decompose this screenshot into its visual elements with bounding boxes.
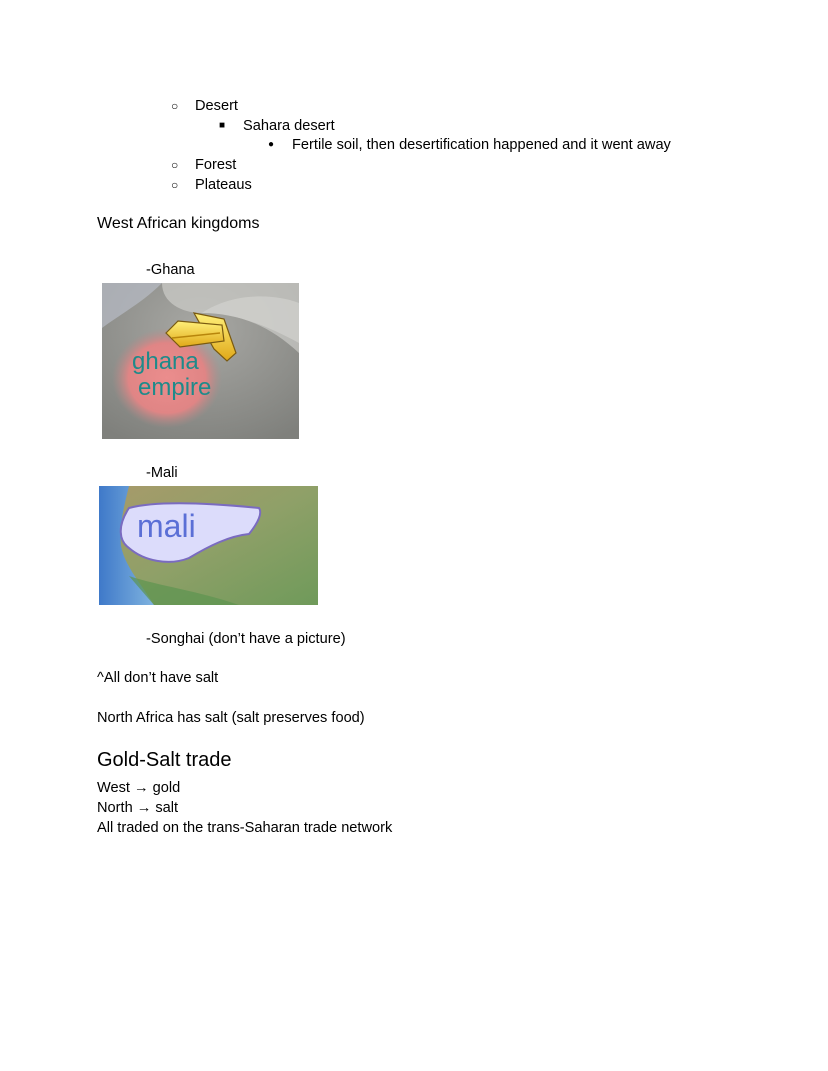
ghana-label: -Ghana — [146, 262, 195, 278]
note-north-africa-salt: North Africa has salt (salt preserves food) — [97, 710, 365, 726]
list-item-desert: Desert — [195, 98, 238, 114]
mali-label: -Mali — [146, 465, 178, 481]
filled-circle-bullet-icon: ● — [268, 139, 275, 150]
svg-text:empire: empire — [138, 374, 212, 401]
trade-line-west: West → gold — [97, 780, 181, 796]
mali-map-image — [99, 486, 318, 605]
ghana-map-image — [102, 283, 299, 439]
note-no-salt: ^All don’t have salt — [97, 670, 219, 686]
hollow-circle-bullet-icon: ○ — [171, 158, 179, 172]
heading-gold-salt-trade: Gold-Salt trade — [97, 749, 232, 771]
list-item-plateaus: Plateaus — [195, 177, 252, 193]
list-item-fertile-soil: Fertile soil, then desertification happened and it went away — [292, 137, 671, 153]
section-title-west-african-kingdoms: West African kingdoms — [97, 215, 260, 232]
square-bullet-icon: ■ — [219, 120, 226, 131]
list-item-sahara-desert: Sahara desert — [243, 118, 335, 134]
trade-line-network: All traded on the trans-Saharan trade network — [97, 820, 393, 836]
svg-text:ghana: ghana — [132, 348, 199, 375]
list-item-forest: Forest — [195, 157, 237, 173]
songhai-label: -Songhai (don’t have a picture) — [146, 631, 346, 647]
hollow-circle-bullet-icon: ○ — [171, 178, 179, 192]
trade-line-north: North → salt — [97, 800, 179, 816]
hollow-circle-bullet-icon: ○ — [171, 99, 179, 113]
svg-text:mali: mali — [137, 508, 196, 544]
